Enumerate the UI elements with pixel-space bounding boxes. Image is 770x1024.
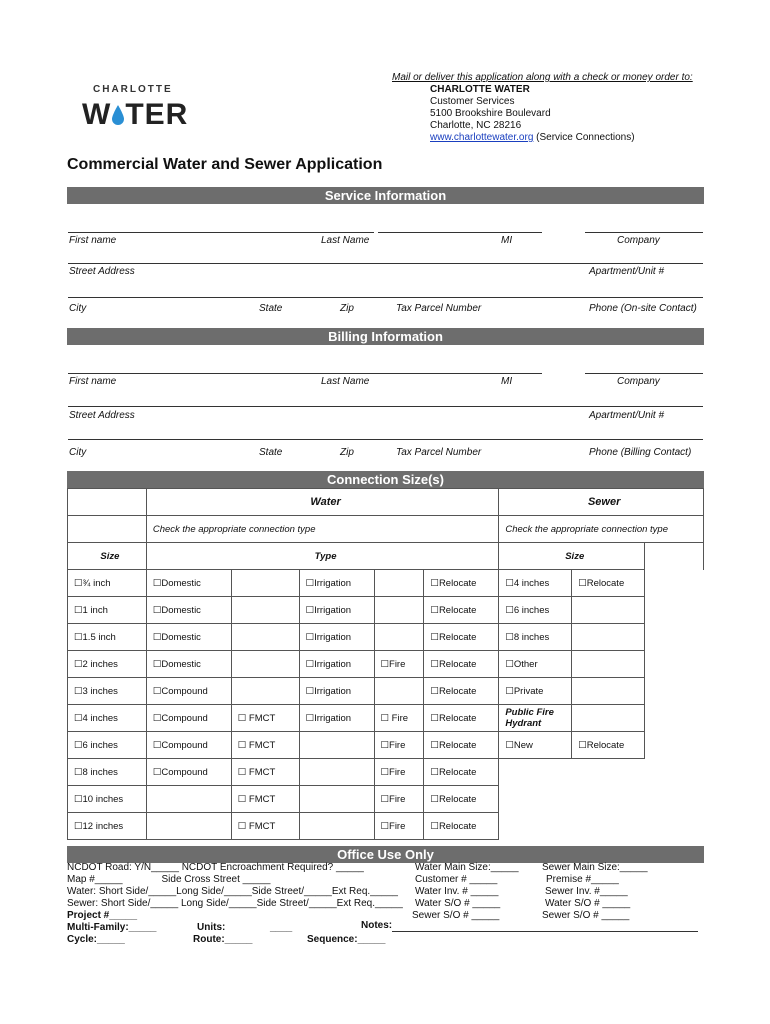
option-cell[interactable]: ☐Relocate: [424, 759, 499, 786]
option-cell[interactable]: ☐Irrigation: [299, 705, 374, 732]
sewer-header: Sewer: [499, 489, 704, 516]
option-cell[interactable]: ☐Fire: [374, 786, 424, 813]
office-header: Office Use Only: [67, 846, 704, 863]
billing-first-name-label: First name: [69, 376, 117, 387]
service-state-label: State: [259, 303, 283, 314]
option-cell: [499, 759, 572, 786]
option-cell: [231, 624, 299, 651]
option-cell[interactable]: ☐6 inches: [499, 597, 572, 624]
option-cell[interactable]: ☐Irrigation: [299, 597, 374, 624]
option-cell[interactable]: ☐ FMCT: [231, 786, 299, 813]
size-column-header: Size: [68, 543, 147, 570]
option-cell: [499, 786, 572, 813]
billing-parcel-label: Tax Parcel Number: [396, 447, 482, 458]
service-mi-label: MI: [501, 235, 513, 246]
table-row: [68, 678, 704, 705]
office-multi-family: Multi-Family:_____: [67, 922, 157, 933]
service-zip-label: Zip: [340, 303, 354, 314]
option-cell[interactable]: ☐Irrigation: [299, 678, 374, 705]
service-last-name-label: Last Name: [321, 235, 370, 246]
option-cell: [374, 678, 424, 705]
service-parcel-label: Tax Parcel Number: [396, 303, 482, 314]
option-cell: [299, 732, 374, 759]
option-cell: [299, 813, 374, 840]
connection-table: [67, 488, 704, 840]
option-cell: [572, 651, 645, 678]
mail-instruction: Mail or deliver this application along with a check or money order to:: [392, 72, 693, 83]
option-cell[interactable]: ☐Domestic: [146, 624, 231, 651]
office-line: Sewer S/O # _____: [542, 910, 630, 921]
option-cell[interactable]: ☐Fire: [374, 813, 424, 840]
sewer-check-instructions: Check the appropriate connection type: [499, 516, 704, 543]
office-line: Map #_____ Side Cross Street _____: [67, 874, 271, 885]
option-cell: [572, 678, 645, 705]
table-row: [68, 597, 704, 624]
logo-text-top: CHARLOTTE: [93, 84, 173, 95]
option-cell[interactable]: ☐Relocate: [424, 651, 499, 678]
option-cell[interactable]: ☐ FMCT: [231, 732, 299, 759]
option-cell: [231, 651, 299, 678]
size-checkbox-cell[interactable]: ☐8 inches: [68, 759, 147, 786]
billing-zip-label: Zip: [340, 447, 354, 458]
water-header: Water: [146, 489, 499, 516]
office-units-blank: ____: [270, 922, 293, 933]
billing-city-label: City: [69, 447, 87, 458]
website-link[interactable]: www.charlottewater.org: [430, 132, 534, 143]
option-cell: [299, 786, 374, 813]
service-phone-label: Phone (On-site Contact): [589, 303, 697, 314]
office-line: Sewer Main Size:_____: [542, 862, 648, 873]
option-cell: [374, 570, 424, 597]
option-cell: [231, 678, 299, 705]
logo: [72, 74, 192, 136]
office-sequence: Sequence:_____: [307, 934, 386, 945]
billing-company-label: Company: [617, 376, 660, 387]
table-row: [68, 759, 704, 786]
option-cell: [231, 570, 299, 597]
option-cell[interactable]: ☐Relocate: [572, 732, 645, 759]
mail-org: CHARLOTTE WATER: [430, 84, 530, 95]
water-drop-icon: [111, 100, 125, 122]
option-cell[interactable]: ☐Relocate: [424, 570, 499, 597]
option-cell: [572, 705, 645, 732]
billing-header: Billing Information: [67, 328, 704, 345]
connection-header: Connection Size(s): [67, 471, 704, 488]
table-row: [68, 624, 704, 651]
billing-mi-label: MI: [501, 376, 513, 387]
billing-phone-label: Phone (Billing Contact): [589, 447, 692, 458]
option-cell: [572, 813, 645, 840]
mail-dept: Customer Services: [430, 96, 515, 107]
option-cell[interactable]: ☐Compound: [146, 678, 231, 705]
option-cell[interactable]: ☐Irrigation: [299, 651, 374, 678]
mailing-instructions: [392, 72, 712, 144]
office-cycle: Cycle:_____: [67, 934, 125, 945]
option-cell[interactable]: ☐Compound: [146, 732, 231, 759]
office-line: Sewer Inv. #_____: [545, 886, 628, 897]
size-checkbox-cell[interactable]: ☐12 inches: [68, 813, 147, 840]
option-cell[interactable]: ☐Fire: [374, 732, 424, 759]
office-line: Water: Short Side/_____Long Side/_____Side Street/_____Ext Req._____: [67, 886, 398, 897]
option-cell[interactable]: ☐ FMCT: [231, 759, 299, 786]
option-cell[interactable]: ☐Relocate: [424, 786, 499, 813]
water-check-instructions: Check the appropriate connection type: [146, 516, 499, 543]
option-cell: [572, 624, 645, 651]
option-cell[interactable]: ☐Relocate: [424, 705, 499, 732]
option-cell: [572, 759, 645, 786]
table-row: [68, 813, 704, 840]
size-checkbox-cell[interactable]: ☐3 inches: [68, 678, 147, 705]
size-checkbox-cell[interactable]: ☐1.5 inch: [68, 624, 147, 651]
table-row: [68, 705, 704, 732]
table-row: [68, 570, 704, 597]
option-cell[interactable]: ☐Relocate: [424, 678, 499, 705]
option-cell: [374, 624, 424, 651]
option-cell[interactable]: ☐Irrigation: [299, 570, 374, 597]
office-line: Customer # _____: [415, 874, 498, 885]
size-checkbox-cell[interactable]: ☐4 inches: [68, 705, 147, 732]
mail-city: Charlotte, NC 28216: [430, 120, 522, 131]
table-row: [68, 732, 704, 759]
option-cell: [499, 813, 572, 840]
option-cell[interactable]: ☐Domestic: [146, 597, 231, 624]
option-cell: [231, 597, 299, 624]
option-cell: Public Fire Hydrant: [499, 705, 572, 732]
office-line: NCDOT Road: Y/N_____ NCDOT Encroachment Required? _____: [67, 862, 364, 873]
billing-street-label: Street Address: [69, 410, 135, 421]
office-line: Water Inv. # _____: [415, 886, 499, 897]
mail-street: 5100 Brookshire Boulevard: [430, 108, 551, 119]
service-company-label: Company: [617, 235, 660, 246]
billing-state-label: State: [259, 447, 283, 458]
office-col2: [412, 862, 519, 922]
size-checkbox-cell[interactable]: ☐1 inch: [68, 597, 147, 624]
option-cell[interactable]: ☐Fire: [374, 651, 424, 678]
office-line: Water S/O # _____: [545, 898, 631, 909]
option-cell[interactable]: ☐Irrigation: [299, 624, 374, 651]
size-checkbox-cell[interactable]: ☐10 inches: [68, 786, 147, 813]
option-cell: [299, 759, 374, 786]
option-cell[interactable]: ☐Relocate: [424, 624, 499, 651]
service-apt-label: Apartment/Unit #: [589, 266, 665, 277]
option-cell[interactable]: ☐Relocate: [572, 570, 645, 597]
office-line: Sewer S/O # _____: [412, 910, 500, 921]
office-route: Route:_____: [193, 934, 253, 945]
office-line: Premise #_____: [546, 874, 619, 885]
table-row: [68, 651, 704, 678]
option-cell[interactable]: ☐Fire: [374, 759, 424, 786]
option-cell[interactable]: ☐ Fire: [374, 705, 424, 732]
option-cell[interactable]: ☐Compound: [146, 705, 231, 732]
office-line: Water S/O # _____: [415, 898, 501, 909]
sewer-size-column-header: Size: [499, 543, 645, 570]
office-notes: Notes:: [361, 920, 393, 931]
service-city-label: City: [69, 303, 87, 314]
service-street-label: Street Address: [69, 266, 135, 277]
table-row: [68, 786, 704, 813]
option-cell[interactable]: ☐Relocate: [424, 732, 499, 759]
page-title: Commercial Water and Sewer Application: [67, 156, 383, 173]
option-cell: [374, 597, 424, 624]
option-cell[interactable]: ☐Private: [499, 678, 572, 705]
option-cell[interactable]: ☐Domestic: [146, 651, 231, 678]
option-cell[interactable]: ☐ FMCT: [231, 705, 299, 732]
option-cell[interactable]: ☐8 inches: [499, 624, 572, 651]
option-cell: [146, 786, 231, 813]
option-cell[interactable]: ☐Other: [499, 651, 572, 678]
size-checkbox-cell[interactable]: ☐¾ inch: [68, 570, 147, 597]
office-col3: [542, 862, 648, 922]
logo-text-main: W TER: [82, 98, 189, 131]
service-first-name-label: First name: [69, 235, 117, 246]
billing-last-name-label: Last Name: [321, 376, 370, 387]
billing-apt-label: Apartment/Unit #: [589, 410, 665, 421]
service-header: Service Information: [67, 187, 704, 204]
option-cell[interactable]: ☐New: [499, 732, 572, 759]
option-cell[interactable]: ☐ FMCT: [231, 813, 299, 840]
option-cell[interactable]: ☐Compound: [146, 759, 231, 786]
office-units: Units:: [197, 922, 226, 933]
type-column-header: Type: [146, 543, 499, 570]
option-cell[interactable]: ☐4 inches: [499, 570, 572, 597]
option-cell: [146, 813, 231, 840]
option-cell: [572, 597, 645, 624]
option-cell: [572, 786, 645, 813]
option-cell[interactable]: ☐Relocate: [424, 597, 499, 624]
size-checkbox-cell[interactable]: ☐6 inches: [68, 732, 147, 759]
office-line: Sewer: Short Side/_____ Long Side/_____Side Street/_____Ext Req._____: [67, 898, 403, 909]
size-checkbox-cell[interactable]: ☐2 inches: [68, 651, 147, 678]
mail-url-note: (Service Connections): [533, 132, 635, 143]
option-cell[interactable]: ☐Domestic: [146, 570, 231, 597]
office-line: Water Main Size:_____: [415, 862, 519, 873]
option-cell[interactable]: ☐Relocate: [424, 813, 499, 840]
office-project: Project #_____: [67, 910, 138, 921]
